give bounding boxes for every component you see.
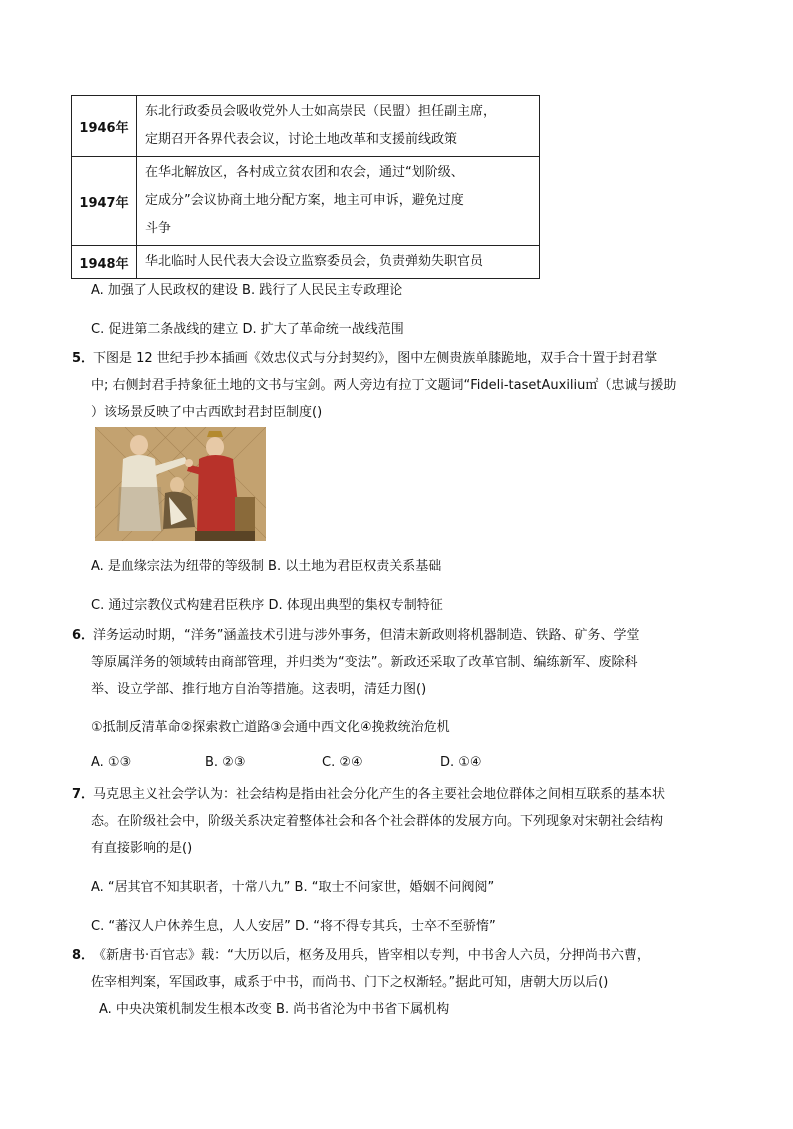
description-line: 华北临时人民代表大会设立监察委员会，负责弹劾失职官员	[145, 254, 484, 269]
q8-stem-line-2: 佐宰相判案，军国政事，咸系于中书，而尚书、门下之权渐轻。”据此可知，唐朝大历以后()	[91, 975, 609, 990]
q4-options-row-1: A. 加强了人民政权的建设 B. 践行了人民民主专政理论	[91, 283, 403, 298]
q6-stem-line-1: 洋务运动时期，“洋务”涵盖技术引进与涉外事务，但清末新政则将机器制造、铁路、矿务、学堂	[93, 628, 640, 643]
q7-options-row-1: A. “居其官不知其职者，十常八九” B. “取士不问家世，婚姻不问阀阅”	[91, 880, 495, 895]
q5-options-row-1: A. 是血缘宗法为纽带的等级制 B. 以土地为君臣权责关系基础	[91, 559, 442, 574]
q5-options-row-2: C. 通过宗教仪式构建君臣秩序 D. 体现出典型的集权专制特征	[91, 598, 443, 613]
description-line: 东北行政委员会吸收党外人士如高崇民（民盟）担任副主席，	[145, 104, 497, 119]
year-cell: 1946年	[72, 96, 137, 157]
description-line: 定期召开各界代表会议，讨论土地改革和支援前线政策	[145, 132, 458, 147]
q6-option-a: A. ①③	[91, 755, 132, 770]
description-line: 斗争	[145, 221, 172, 236]
q6-option-c: C. ②④	[322, 755, 363, 770]
q5-stem-line-1: 下图是 12 世纪手抄本插画《效忠仪式与分封契约》，图中左侧贵族单膝跪地，双手合十置于封君掌	[93, 351, 658, 366]
homage-ceremony-illustration	[95, 427, 266, 541]
description-line: 在华北解放区，各村成立贫农团和农会，通过“划阶级、	[145, 165, 464, 180]
table-row	[72, 157, 540, 246]
q6-number: 6．	[72, 628, 95, 643]
table-row	[72, 96, 540, 157]
q7-options-row-2: C. “蕃汉人户休养生息，人人安居” D. “将不得专其兵，士卒不至骄惰”	[91, 919, 496, 934]
q6-statements: ①抵制反清革命②探索救亡道路③会通中西文化④挽救统治危机	[91, 720, 450, 735]
description-cell	[137, 96, 540, 157]
q6-option-b: B. ②③	[205, 755, 246, 770]
table-row	[72, 246, 540, 279]
year-cell: 1947年	[72, 157, 137, 246]
description-cell	[137, 246, 540, 279]
q8-options-row-1: A. 中央决策机制发生根本改变 B. 尚书省沦为中书省下属机构	[99, 1002, 450, 1017]
q7-stem-line-3: 有直接影响的是()	[91, 841, 193, 856]
q6-option-d: D. ①④	[440, 755, 482, 770]
year-cell: 1948年	[72, 246, 137, 279]
q7-stem-line-2: 态。在阶级社会中，阶级关系决定着整体社会和各个社会群体的发展方向。下列现象对宋朝社会结构	[91, 814, 664, 829]
q6-stem-line-2: 等原属洋务的领域转由商部管理，并归类为“变法”。新政还采取了改革官制、编练新军、废除科	[91, 655, 638, 670]
manuscript-painting-icon	[95, 427, 266, 541]
description-line: 定成分”会议协商土地分配方案，地主可申诉，避免过度	[145, 193, 464, 208]
q8-stem-line-1: 《新唐书·百官志》载：“大历以后，枢务及用兵，皆宰相以专判，中书舍人六员，分押尚书六曹，	[93, 948, 650, 963]
q5-stem-line-2: 中; 右侧封君手持象征土地的文书与宝剑。两人旁边有拉丁文题词“Fideli-tasetAuxiliu㎡（忠诚与援助	[91, 378, 677, 393]
events-table	[71, 95, 540, 279]
description-cell	[137, 157, 540, 246]
q5-number: 5．	[72, 351, 95, 366]
q6-stem-line-3: 举、设立学部、推行地方自治等措施。这表明，清廷力图()	[91, 682, 427, 697]
q4-options-row-2: C. 促进第二条战线的建立 D. 扩大了革命统一战线范围	[91, 322, 404, 337]
q7-stem-line-1: 马克思主义社会学认为：社会结构是指由社会分化产生的各主要社会地位群体之间相互联系的基本状	[93, 787, 666, 802]
q7-number: 7．	[72, 787, 95, 802]
q5-stem-line-3: ）该场景反映了中古西欧封君封臣制度()	[91, 405, 323, 420]
q8-number: 8．	[72, 948, 95, 963]
